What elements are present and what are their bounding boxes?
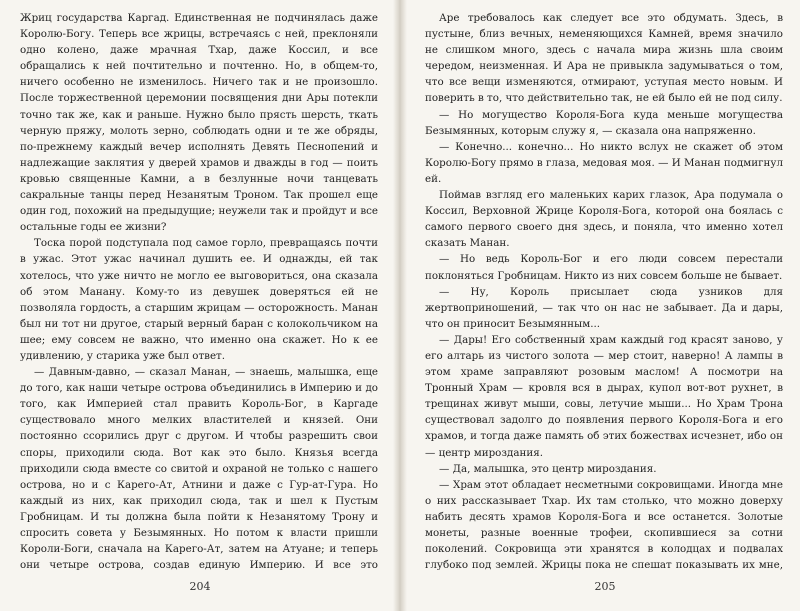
paragraph: — Дары! Его собственный храм каждый год красят заново, у его алтарь из чистого золота — мер стоит, наверно! А лампы в этом храме заправляют розовым маслом! А посмотри на Тронный Храм — кровля вся в дырах, купол вот-вот рухнет, в трещинах живут мыши, совы, летучие мыши... Но Храм Трона существовал задолго до появления первого Короля-Бога и его храмов, и тогда даже память об этих божествах исчезнет, ибо он — центр мироздания. bbox=[425, 333, 783, 459]
paragraph: Аре требовалось как следует все это обдумать. Здесь, в пустыне, близ вечных, неменяющихся Камней, время значило не слишком много, здесь с начала мира жизнь шла своим чередом, неизменная. И Ара не привыкла задумываться о том, что все вещи изменяются, отмирают, уступая место новым. И поверить в то, что действительно так, не ей было ей не под силу. bbox=[425, 12, 783, 105]
left-page bbox=[20, 10, 378, 570]
paragraph: — Давным-давно, — сказал Манан, — знаешь, малышка, еще до того, как наши четыре острова объединились в Империю и до того, как Империей стал править Король-Бог, в Каргаде существовало много мелких властителей и князей. Они постоянно ссорились друг с другом. И чтобы разрешить свои споры, приходили сюда. Вот как это было. Князья всегда приходили сюда вместе со свитой и охраной не только с нашего острова, но и с Карего-Ат, Атнини и даже с Гур-ат-Гура. Но каждый из них, как приходил сюда, так и шел к Пустым Гробницам. И ты должна была пойти к Незанятому Трону и спросить совета у Безымянных. Но потом к власти пришли Короли-Боги, сначала на Карего-Ат, затем на Атуане; и теперь они четыре острова, создав единую Империю. И все это bbox=[20, 366, 378, 570]
page-number-left: 204 bbox=[189, 580, 211, 593]
paragraph: — Но ведь Король-Бог и его люди совсем перестали поклоняться Гробницам. Никто из них совсем больше не бывает. bbox=[425, 253, 783, 282]
page-number-right: 205 bbox=[594, 580, 616, 593]
paragraph: — Храм этот обладает несметными сокровищами. Иногда мне о них рассказывает Тхар. Их там столько, что можно доверху набить десять храмов Короля-Бога и все останется. Золотые монеты, разные военные трофеи, скопившиеся за сотни поколений. Сокровища эти хранятся в колодцах и подвалах глубоко под землей. Жрицы пока не спешат показывать их мне, bbox=[425, 478, 783, 570]
paragraph: — Конечно... конечно... Но никто вслух не скажет об этом Королю-Богу прямо в глаза, медовая моя. — И Манан подмигнул ей. bbox=[425, 140, 783, 185]
right-page bbox=[425, 10, 783, 570]
book-gutter bbox=[393, 0, 407, 611]
paragraph: Жриц государства Каргад. Единственная не подчинялась даже Королю-Богу. Теперь все жрицы, встречаясь с ней, преклоняли одно колено, даже мрачная Тхар, даже Коссил, и все обращались к ней почтительно и почтенно. Но, в общем-то, ничего особенно не изменилось. Ничего так и не произошло. После торжественной церемонии посвящения дни Ары потекли точно так же, как и раньше. Нужно было прясть шерсть, ткать черную пряжу, молоть зерно, соблюдать одни и те же обряды, по-прежнему каждый вечер исполнять Девять Песнопений и надлежащие заклятия у дверей храмов и дважды в год — поить кровью священные Камни, а в безлунные ночи танцевать сакральные танцы перед Незанятым Троном. Так прошел еще один год, похожий на предыдущие; неужели так и пройдут и все остальные годы ее жизни? bbox=[20, 12, 378, 234]
paragraph: — Ну, Король присылает сюда узников для жертвоприношений, — так что он нас не забывает. Да и дары, что он приносит Безымянным... bbox=[425, 285, 783, 330]
paragraph: — Да, малышка, это центр мироздания. bbox=[439, 462, 657, 475]
paragraph: Тоска порой подступала под самое горло, превращаясь почти в ужас. Этот ужас начинал душить ее. И однажды, ей так хотелось, что уже ничто не могло ее выговориться, она сказала об этом Манану. Кому-то из девушек доверяться ей не позволяла гордость, а старшим жрицам — осторожность. Манан был ни тот ни другое, старый верный баран с колокольчиком на шее; ему совсем не важно, что именно она скажет. Но к ее удивлению, у старика уже был ответ. bbox=[20, 237, 378, 362]
paragraph: Поймав взгляд его маленьких карих глазок, Ара подумала о Коссил, Верховной Жрице Короля-Бога, которой она боялась с самого первого своего дня здесь, и поняла, что именно хотел сказать Манан. bbox=[425, 189, 783, 250]
paragraph: — Но могущество Короля-Бога куда меньше могущества Безымянных, которым служу я, — сказала она напряженно. bbox=[425, 108, 783, 137]
